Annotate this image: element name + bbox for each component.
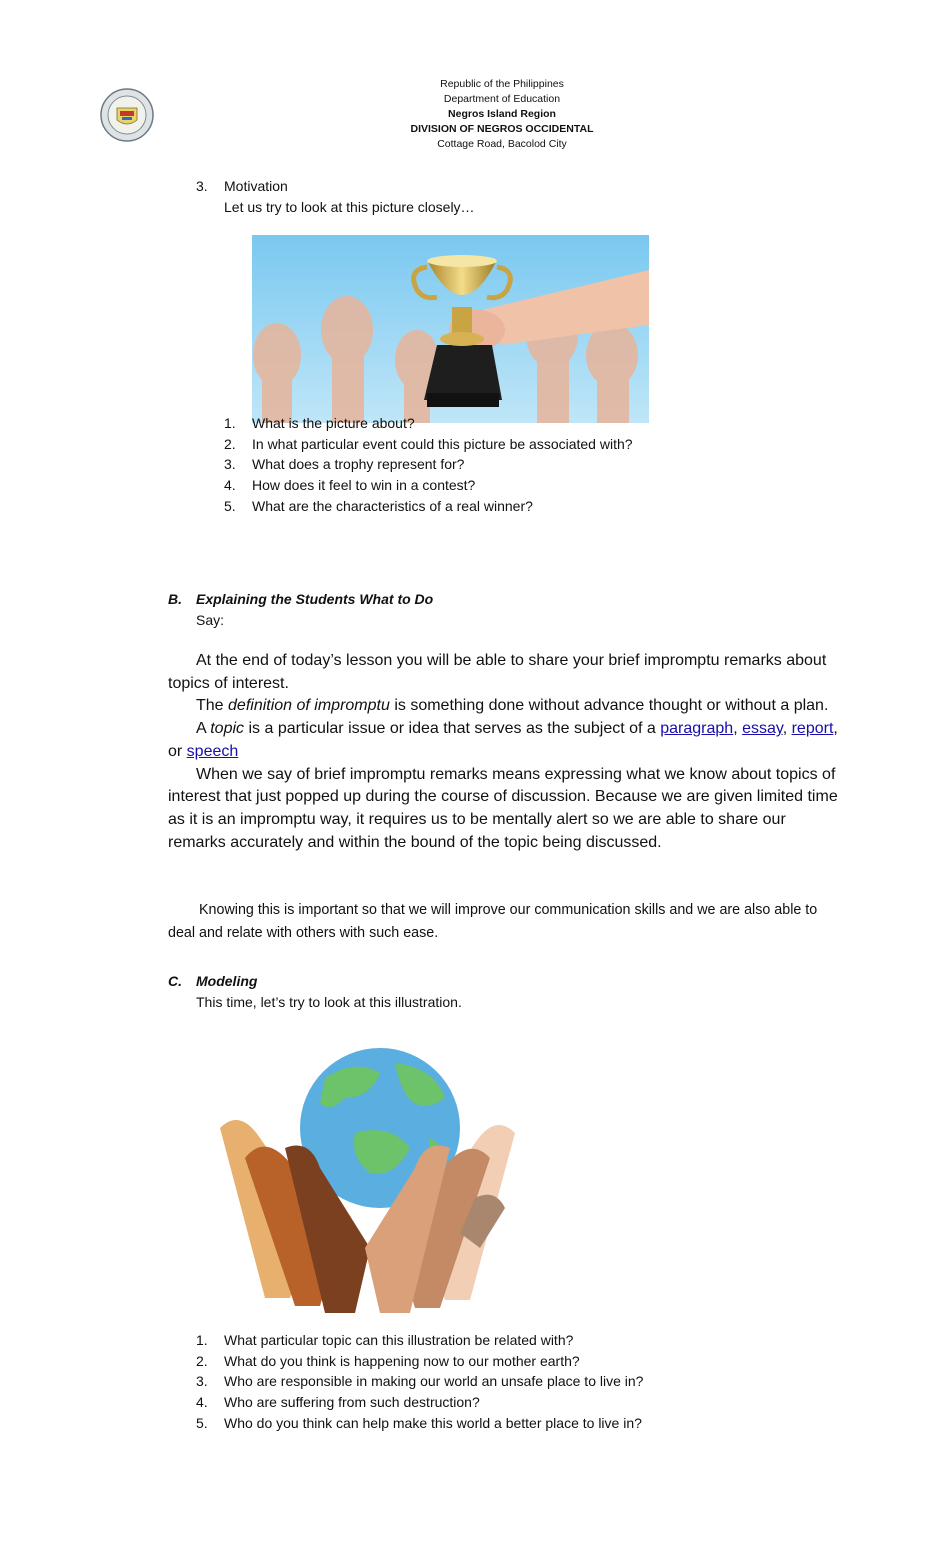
- item-text: Who are suffering from such destruction?: [224, 1394, 480, 1411]
- item-number: 3.: [196, 1373, 208, 1390]
- list-item: [224, 413, 633, 434]
- text-run: A: [196, 720, 211, 738]
- item-text: What does a trophy represent for?: [252, 456, 465, 473]
- section-c-letter: C.: [168, 973, 182, 989]
- item-number: 5.: [224, 497, 236, 514]
- text-run: is a particular issue or idea that serves as the subject of a: [244, 720, 661, 738]
- section-c-title: Modeling: [196, 973, 258, 989]
- document-header: [300, 77, 704, 152]
- text-run: , or: [168, 720, 838, 760]
- paragraph-brief-remarks: When we say of brief impromptu remarks means expressing what we know about topics of interest that just popped up during the course of discussion. Because we are given limited time as it is an impromptu way, it requires us to be mentally alert so we are able to share our remarks accurately and within the bound of the topic being discussed.: [168, 765, 838, 851]
- link-speech[interactable]: speech: [186, 742, 239, 760]
- section-b-title: Explaining the Students What to Do: [196, 591, 434, 607]
- globe-hands-illustration: [205, 1038, 535, 1313]
- item-number: 1.: [196, 1332, 208, 1348]
- item-text: What particular topic can this illustration be related with?: [224, 1332, 574, 1348]
- text-run: ,: [733, 720, 743, 738]
- item-text: What is the picture about?: [252, 415, 415, 431]
- list-item: [224, 475, 633, 496]
- item-text: In what particular event could this picture be associated with?: [252, 435, 633, 452]
- item-text: What are the characteristics of a real winner?: [252, 497, 533, 514]
- item-number: 3.: [224, 456, 236, 473]
- modeling-questions: [196, 1330, 643, 1434]
- trophy-picture: [252, 235, 649, 423]
- list-item: [224, 454, 633, 475]
- list-item: [196, 1351, 643, 1372]
- item-number: 2.: [196, 1352, 208, 1369]
- text-run: The: [196, 697, 229, 715]
- item-number: 2.: [224, 435, 236, 452]
- header-region: Negros Island Region: [448, 108, 556, 120]
- list-item: [196, 1392, 643, 1413]
- motivation-intro: Let us try to look at this picture closely…: [224, 199, 475, 215]
- header-department: Department of Education: [443, 93, 561, 105]
- list-item: [196, 1413, 643, 1434]
- list-item: [224, 496, 633, 517]
- header-address: Cottage Road, Bacolod City: [437, 138, 567, 150]
- text-run: ,: [782, 720, 792, 738]
- say-label: Say:: [196, 612, 225, 628]
- list-item: [196, 1330, 643, 1351]
- paragraph-impromptu-definition: [168, 695, 838, 718]
- header-division: DIVISION OF NEGROS OCCIDENTAL: [410, 123, 594, 135]
- link-report[interactable]: report: [791, 720, 834, 738]
- division-seal: [100, 88, 154, 142]
- item-text: Who do you think can help make this world a better place to live in?: [224, 1414, 642, 1431]
- header-country: Republic of the Philippines: [440, 78, 564, 90]
- item-number: 4.: [224, 477, 236, 494]
- motivation-title: Motivation: [224, 178, 288, 194]
- list-item: [196, 1371, 643, 1392]
- motivation-questions: [224, 413, 633, 517]
- section-b-heading: [168, 589, 433, 610]
- text-run: is something done without advance thought or without a plan.: [389, 697, 829, 715]
- link-essay[interactable]: essay: [742, 720, 783, 738]
- link-paragraph[interactable]: paragraph: [660, 720, 734, 738]
- item-number: 5.: [196, 1414, 208, 1431]
- emphasis-term: definition of impromptu: [228, 697, 390, 715]
- item-text: How does it feel to win in a contest?: [252, 477, 476, 494]
- item-text: Who are responsible in making our world an unsafe place to live in?: [224, 1373, 644, 1390]
- item-text: What do you think is happening now to our mother earth?: [224, 1352, 580, 1369]
- item-number: 1.: [224, 415, 236, 431]
- modeling-intro: This time, let’s try to look at this illustration.: [196, 994, 462, 1010]
- paragraph-importance: Knowing this is important so that we will improve our communication skills and we are also able to deal and relate with others with such ease.: [168, 902, 818, 941]
- list-item: [224, 434, 633, 455]
- section-b-letter: B.: [168, 591, 182, 607]
- paragraph-topic-definition: [168, 718, 838, 763]
- motivation-number: 3.: [196, 178, 208, 194]
- section-b-body: [168, 650, 838, 854]
- emphasis-term: topic: [210, 720, 245, 738]
- item-number: 4.: [196, 1394, 208, 1411]
- section-c-heading: [168, 971, 257, 992]
- motivation-heading: [196, 176, 288, 197]
- paragraph-lesson-goal: At the end of today’s lesson you will be able to share your brief impromptu remarks about topics of interest.: [168, 652, 827, 692]
